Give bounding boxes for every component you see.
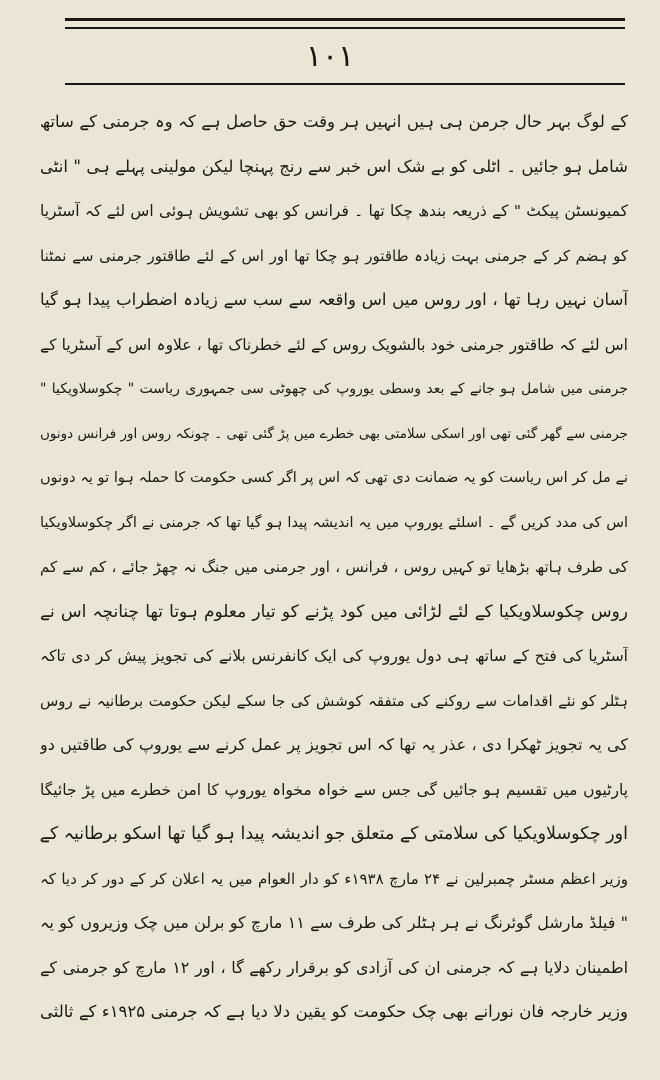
text-line: ہٹلر کو نئے اقدامات سے روکنے کی متفقہ کوشش کی جا سکے لیکن حکومت برطانیہ نے روس (40, 691, 628, 710)
text-line: پارٹیوں میں تقسیم ہو جائیں گی جس سے خواہ مخواہ یوروپ کا امن خطرے میں پڑ جائیگا (40, 780, 628, 799)
text-line: کی یہ تجویز ٹھکرا دی ، عذر یہ تھا کہ اس تجویز پر عمل کرنے سے یوروپ کی طاقتیں دو (40, 735, 628, 754)
top-rule (65, 18, 625, 21)
text-line: آسٹریا کی فتح کے ساتھ ہی دول یوروپ کی ایک کانفرنس بلانے کی تجویز پیش کر دی تاکہ (40, 647, 628, 665)
text-line: آسان نہیں رہا تھا ، اور روس میں اس واقعہ سے سب سے زیادہ اضطراب پیدا ہو گیا (40, 290, 628, 309)
text-line: " فیلڈ مارشل گوئرنگ نے ہر ہٹلر کی طرف سے ۱۱ مارچ کو برلن میں چک وزیروں کو یہ (40, 913, 628, 932)
text-line: وزیر خارجہ فان نورانے بھی چک حکومت کو یقین دلا دیا ہے کہ جرمنی ۱۹۲۵ء کے ثالثی (40, 1002, 628, 1021)
text-line: اور چکوسلاویکیا کی سلامتی کے متعلق جو اندیشہ پیدا ہو گیا تھا اسکو برطانیہ کے (40, 824, 628, 844)
text-line: کمیونسٹن پیکٹ " کے ذریعہ بندھ چکا تھا ۔ فرانس کو بھی تشویش ہوئی اس لئے کہ آسٹریا (40, 202, 628, 220)
text-line: کے لوگ بہر حال جرمن ہی ہیں انہیں ہر وقت حق حاصل ہے کہ وہ جرمنی کے ساتھ (40, 112, 628, 131)
text-line: شامل ہو جائیں ۔ اٹلی کو بے شک اس خبر سے رنج پہنچا لیکن مولینی پہلے ہی " انٹی (40, 156, 628, 176)
body-text (40, 100, 628, 1035)
text-line: وزیر اعظم مسٹر چمبرلین نے ۲۴ مارچ ۱۹۳۸ء کو دار العوام میں یہ اعلان کر کے دور کر دیا کہ (40, 869, 628, 888)
text-line: کی طرف ہاتھ بڑھایا تو کہیں روس ، فرانس ، اور جرمنی میں جنگ نہ چھڑ جائے ، کم سے کم (40, 558, 628, 576)
text-line: جرمنی میں شامل ہو جانے کے بعد وسطی یوروپ کی چھوٹی سی جمہوری ریاست " چکوسلاویکیا " (40, 381, 628, 397)
text-line: جرمنی سے گھر گئی تھی اور اسکی سلامتی بھی خطرے میں پڑ گئی تھی ۔ چونکہ روس اور فرانس دونوں (40, 425, 628, 442)
text-line: کو ہضم کر کے جرمنی بہت زیادہ طاقتور ہو چکا تھا اور اس کے لئے طاقتور جرمنی سے نمٹنا (40, 246, 628, 265)
header-rule (65, 83, 625, 85)
top-rule-inner (65, 27, 625, 29)
page-number: ۱۰۱ (305, 39, 355, 74)
text-line: روس چکوسلاویکیا کے لئے لڑائی میں کود پڑنے کو تیار معلوم ہوتا تھا چنانچہ اس نے (40, 601, 628, 622)
text-line: اس کی مدد کریں گے ۔ اسلئے یوروپ میں یہ اندیشہ پیدا ہو گیا تھا کہ جرمنی نے اگر چکوسلاویکیا (40, 514, 628, 531)
text-line: اطمینان دلایا ہے کہ جرمنی ان کی آزادی کو برقرار رکھے گا ، اور ۱۲ مارچ کو جرمنی کے (40, 957, 628, 977)
text-line: اس لئے کہ طاقتور جرمنی خود بالشویک روس کے لئے خطرناک تھا ، علاوہ اس کے آسٹریا کے (40, 335, 628, 354)
text-line: نے مل کر اس ریاست کو یہ ضمانت دی تھی کہ اس پر اگر کسی حکومت کا حملہ ہوا تو یہ دونوں (40, 470, 628, 486)
